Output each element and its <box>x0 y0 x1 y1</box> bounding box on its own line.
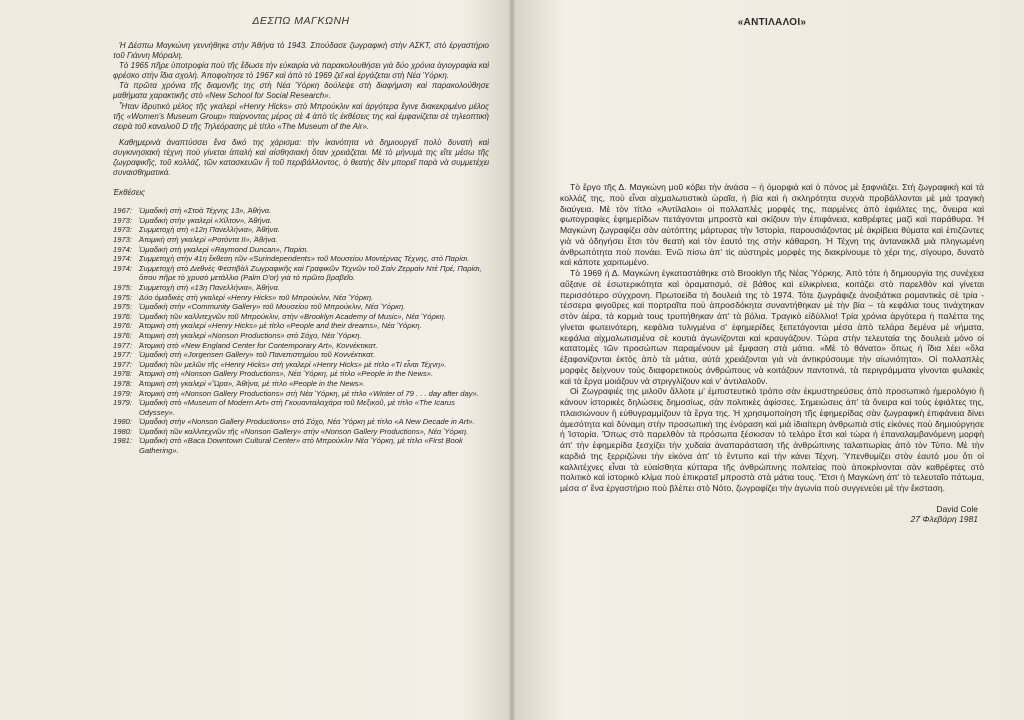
exhibition-year: 1976: <box>113 321 133 331</box>
exhibition-year: 1978: <box>113 378 133 388</box>
exhibition-description: Ὁμαδικὴ στὸ «Museum of Modern Art» στὴ Γκουανταλαχάρα τοῦ Μεξικοῦ, μὲ τίτλο «The Icarus Odyssey». <box>139 398 455 417</box>
bio-paragraph: Καθημερινὰ ἀναπτύσσει ἕνα δικό της χάρισμα: τὴν ἱκανότητα νὰ δημιουργεῖ πολὺ δυνατὴ καὶ συγκινησιακὴ τέχνη ποὺ γίνεται ἁπαλὴ καὶ αἰσθησιακὴ ὅταν χρειάζεται. Μὲ τὸ μήνυμά της εἴτε μέσω τῆς ζωγραφικῆς, τοῦ κολλάζ, τῶν κατασκευῶν ἢ τοῦ περιβάλλοντος, ὁ θεατὴς δὲν μπορεῖ παρὰ νὰ συμμετέχει συναισθηματικά. <box>113 137 489 178</box>
exhibition-description: Δύο ὁμαδικὲς στὴ γκαλερὶ «Henry Hicks» τοῦ Μπρούκλιν, Νέα Ὑόρκη. <box>139 292 374 302</box>
left-page <box>0 0 509 720</box>
exhibition-entry <box>113 321 489 331</box>
exhibition-entry <box>113 389 489 399</box>
exhibition-year: 1980: <box>113 417 133 427</box>
exhibition-year: 1974: <box>113 263 133 273</box>
essay-paragraph: Τὸ 1969 ἡ Δ. Μαγκώνη ἐγκαταστάθηκε στὸ Brooklyn τῆς Νέας Ὑόρκης. Ἀπὸ τότε ἡ δημιουργία της συνέχεια αὔξανε σὲ ἐσωτερικότητα καὶ ὁραματισμό, σὲ βάθος καὶ εἰλικρίνεια, κοιτάζει στὸ παρελθὸν καὶ γίνεται περισσότερο σύγχρονη. Πρωτοείδα τὴ δουλειά της τὸ 1974. Τότε ζωγράφιζε ἀνοιξιάτικα ρομαντικὲς σὲ τρία - τέσσερα φιγοῦρες καὶ πορτραῖτα ποὺ ἀπροσδόκητα συναντήθηκαν μὲ τὴν βία – τὰ κεφάλια τους τινάχτηκαν στὸν ἀέρα, τὰ κορμιὰ τους τρυπήθηκαν ἀπ' τὰ βόλια. Τραγικὸ εἰδύλλιο! Τρία χρόνια ἀργότερα ἡ παλέττα της γίνεται φωτεινότερη, κεφάλια τυλιγμένα σ' ἐφημερίδες ξεπετάγονται μέσα ἀπὸ τελάρα δεμένα μὲ νήματα, κεφάλια αἰχμαλωτισμένα σὲ κουτιὰ ἀγωνίζονται καὶ κραυγάζουν. Τώρα στὴν τελευταία της δουλειὰ μόνο οἱ κατατομὲς τῶν προσώπων παραμένουν μὲ ἔμφαση στὰ μάτια. «Μὲ τὸ θάνατο» ὅπως ἡ ἴδια λέει «ὅλα ἐξαφανίζονται ἐκτὸς ἀπὸ τὰ μάτια, αὐτὰ χρειάζονται γιὰ νὰ ἀντικρύσουμε τὴν αἰωνιότητα». Οἱ πολλαπλὲς μορφὲς δείχνουν τοὺς διαφορετικοὺς ἀνθρώπους νὰ κοιτάζουν παντοτινά, τὰ περιγράμματα γίνονται φυλακὲς καὶ τὰ ἔργα μοιάζουν νὰ στριγγλίζουν καὶ ν' ἀντιλαλοῦν. <box>560 268 984 386</box>
exhibition-description: Ἀτομικὴ στὴ γκαλερὶ «Ὥρα», Ἀθήνα, μὲ τίτλο «People in the News». <box>139 378 366 388</box>
exhibition-year: 1975: <box>113 302 133 312</box>
exhibition-description: Ἀτομικὴ στὸ «New England Center for Contemporary Art», Κοννέκτικατ. <box>139 340 378 350</box>
exhibition-year: 1978: <box>113 369 133 379</box>
exhibition-description: Ὁμαδικὴ στὴν γκαλερὶ «Χίλτον», Ἀθήνα. <box>139 215 272 225</box>
exhibition-entry <box>113 369 489 379</box>
essay-title: «ΑΝΤΙΛΑΛΟΙ» <box>737 17 807 28</box>
exhibition-description: Ἀτομικὴ στὴ γκαλερὶ «Ροτόντα II», Ἀθήνα. <box>139 235 278 244</box>
exhibition-description: Ἀτομικὴ στὴ «Nonson Gallery Productions», Νέα Ὑόρκη, μὲ τίτλο «People in the News». <box>139 369 434 379</box>
artist-name-title: ΔΕΣΠΩ ΜΑΓΚΩΝΗ <box>252 15 350 27</box>
exhibition-entry <box>113 283 489 293</box>
exhibition-year: 1975: <box>113 292 133 302</box>
exhibition-description: Συμμετοχὴ στὴ «13η Πανελλήνια», Ἀθήνα. <box>139 282 280 292</box>
artist-biography <box>113 41 489 178</box>
bio-paragraph: Ἡ Δέσπω Μαγκώνη γεννήθηκε στὴν Ἀθήνα τὸ 1943. Σπούδασε ζωγραφικὴ στὴν ΑΣΚΤ, στὸ ἐργαστήριο τοῦ Γιάννη Μόραλη. <box>113 41 489 61</box>
bio-paragraph: Τὸ 1965 πῆρε ὑποτροφία ποὺ τῆς ἔδωσε τὴν εὐκαιρία νὰ παρακολουθήσει γιὰ δύο χρόνια ἁγιογραφία καὶ φρέσκο στὴν ἴδια σχολή. Ἀποφοίτησε τὸ 1967 καὶ ἀπὸ τὸ 1969 ζεῖ καὶ ἐργάζεται στὴ Νέα Ὑόρκη. <box>113 61 489 81</box>
exhibition-year: 1973: <box>113 225 133 235</box>
exhibition-year: 1976: <box>113 330 133 340</box>
exhibitions-list <box>113 206 489 455</box>
exhibition-year: 1967: <box>113 206 133 216</box>
exhibition-description: Ἀτομικὴ στὴ γκαλερὶ «Nonson Productions» στὸ Σόχο, Νέα Ὑόρκη. <box>139 330 362 340</box>
exhibition-description: Ὁμαδικὴ τῶν μελῶν τῆς «Henry Hicks» στὴ γκαλερὶ «Henry Hicks» μὲ τίτλο «Τί εἶναι Τέχνη». <box>139 359 447 369</box>
exhibition-entry <box>113 360 489 370</box>
exhibition-entry <box>113 341 489 351</box>
exhibition-description: Ὁμαδικὴ στὴ «Jorgensen Gallery» τοῦ Πανεπιστημίου τοῦ Κοννέκτικατ. <box>139 350 376 360</box>
exhibition-entry <box>113 225 489 235</box>
exhibition-year: 1981: <box>113 436 133 446</box>
exhibition-year: 1980: <box>113 426 133 436</box>
exhibition-description: Ὁμαδικὴ στὴ γκαλερὶ «Raymond Duncan», Παρίσι. <box>139 244 309 254</box>
exhibition-description: Συμμετοχὴ στὴ «12η Πανελλήνια», Ἀθήνα. <box>139 225 280 235</box>
exhibition-year: 1974: <box>113 254 133 264</box>
exhibition-description: Ἀτομικὴ στὴ γκαλερὶ «Henry Hicks» μὲ τίτλο «People and their dreams», Νέα Ὑόρκη. <box>139 321 422 331</box>
exhibition-entry <box>113 216 489 226</box>
exhibition-year: 1973: <box>113 215 133 225</box>
exhibition-entry <box>113 264 489 283</box>
exhibition-year: 1977: <box>113 359 133 369</box>
essay-body <box>560 182 984 494</box>
exhibition-description: Συμμετοχὴ στὸ Διεθνὲς Φεστιβὰλ Ζωγραφικῆς καὶ Γραφικῶν Τεχνῶν τοῦ Σαὶν Ζερμαὶν Ντὲ Πρέ, Παρίσι, ὅπου πῆρε τὸ χρυσὸ μετάλλιο (Palm D'or) γιὰ τὸ πρῶτο βραβεῖο. <box>139 263 482 283</box>
exhibition-year: 1977: <box>113 340 133 350</box>
exhibition-description: Ὁμαδικὴ στὴν «Nonson Gallery Productions» στὸ Σόχο, Νέα Ὑόρκη μὲ τίτλο «A New Decade in Art». <box>139 417 475 427</box>
exhibition-description: Ὁμαδικὴ τῶν καλλιτεχνῶν τῆς «Nonson Gallery» στὴν «Nonson Gallery Productions», Νέα Ὑόρκη. <box>139 426 469 436</box>
exhibition-entry <box>113 206 489 216</box>
exhibition-entry <box>113 302 489 312</box>
exhibition-entry <box>113 293 489 303</box>
exhibition-description: Ἀτομικὴ στὴ «Nonson Gallery Productions» στὴ Νέα Ὑόρκη, μὲ τίτλο «Winter of 79 . . . day after day». <box>139 388 479 398</box>
essay-signature <box>560 504 984 524</box>
exhibition-entry <box>113 350 489 360</box>
right-page <box>515 0 1024 720</box>
exhibition-entry <box>113 331 489 341</box>
exhibition-entry <box>113 398 489 417</box>
exhibition-description: Ὁμαδικὴ τῶν καλλιτεχνῶν τοῦ Μπρούκλιν, στὴν «Brooklyn Academy of Music», Νέα Ὑόρκη. <box>139 311 446 321</box>
exhibition-year: 1974: <box>113 244 133 254</box>
exhibitions-heading: Ἐκθέσεις <box>113 188 145 198</box>
essay-paragraph: Τὸ ἔργο τῆς Δ. Μαγκώνη μοῦ κόβει τὴν ἀνάσα – ἡ ὀμορφιὰ καὶ ὁ πόνος μὲ ξαφνιάζει. Στὴ ζωγραφικὴ καὶ τὰ κολλάζ της, ποὺ εἶναι αἰχμαλωτιστικὰ ὡραῖα, ἡ βία καὶ ἡ σκληρότητα συχνὰ προβάλλονται μὲ μιὰ τραγικὴ διαύγεια. Μὲ τὸν τίτλο «Ἀντίλαλοι» οἱ πολλαπλὲς μορφές της, παρμένες ἀπὸ ἐφιάλτες της, ὄνειρα καὶ φωτογραφίες ἐφημερίδων πετάγονται μπροστὰ καὶ σκίζουν τὴν ἐπιφάνεια, καθρέφτες μαζὶ καὶ παράθυρα. Ἡ Μαγκώνη ζωγραφίζει σὰν αὐτόπτης μάρτυρας τὴν Ἱστορία, παρουσιάζοντας μὲ ἀκρίβεια θύματα καὶ ἐπιζῶντες γιὰ νὰ ὁδηγήσει ἔτσι τὸν θεατὴ καὶ τὸν ἑαυτό της στὴν κάθαρση. Ἡ Τέχνη της ἀντανακλᾶ μιὰ πληγωμένη ἀνθρωπότητα ποὺ πονάει. Ἐνῶ πίσω ἀπ' τὶς αὐστηρὲς μορφές της διακρίνουμε τὸ χέρι της, σίγουρο, δυνατὸ καὶ κάποτε χαριτωμένο. <box>560 182 984 268</box>
essay-paragraph: Οἱ Ζωγραφιές της μιλοῦν ἄλλοτε μ' ἐμπιστευτικὸ τρόπο σὰν ἐκμυστηρεύσεις ἀπὸ προσωπικὸ ἡμερολόγιο ἢ κάνουν ἱστορικὲς δηλώσεις δημοσίως, σὰν πολιτικὲς ἀφίσσες. Σημειώσεις ἀπ' τὰ ὄνειρα καὶ τοὺς ἐφιάλτες της, πλαισιώνουν ἢ εὐθυγραμμίζουν τὰ ἔργα της. Ἡ χρησιμοποίηση τῆς ἐφημερίδας σὰν ζωγραφικὴ ἐπιφάνεια δίνει ἀμεσότητα καὶ δύναμη στὴν προσωπικὴ της ἐνόραση καὶ μιὰ ἰδιαίτερη ἀνθρωπιὰ στὶς εἰκόνες ποὺ δημιούργησε ἡ Ἱστορία. Ὅπως στὸ παρελθὸν τὰ πρόσωπα ξέσκισαν τὸ τελάρο ἔτσι καὶ τώρα ἡ ἐπαναλαμβανόμενη μορφὴ ἀπ' τὴν ἐφημερίδα ξεσχίζει τὴν χυδαία ἀναπαράσταση τῆς ἀνθρώπινης ταλαιπωρίας ἀπὸ τὸν Τύπο. Μὲ τὴν καρδιά της ξερριζώνει τὴν εἰκόνα ἀπ' τὸ ἔντυπο καὶ τὴν κάνει Τέχνη. Ὑπενθυμίζει στὸν ἑαυτό μου ὅτι οἱ καλλιτέχνες εἶναι τὰ εὐαίσθητα κύτταρα τῆς ἀνθρώπινης πολιτείας ποὺ ἀποκρίνονται σὰν καθρέφτες στὸ πολιτικὸ καὶ ἱστορικὸ κλίμα ποὺ ἐπικρατεῖ μπροστὰ στὰ μάτια τους. Ἔτσι ἡ Μαγκώνη ἀπ' τὸ τελευταῖο πάτωμα, μέσα σ' ἕνα ἐργαστήριο ποὺ βλέπει στὸ Νότο, ζωγραφίζει τὴν ἀγωνία ποὺ συγγενεύει μὲ τὴν ἔκσταση. <box>560 386 984 493</box>
exhibition-entry <box>113 379 489 389</box>
bio-paragraph: Ἦταν ἱδρυτικὸ μέλος τῆς γκαλερὶ «Henry Hicks» στὸ Μπρούκλιν καὶ ἀργότερα ἔγινε διακεκριμένο μέλος τῆς «Women's Museum Group» παίρνοντας μέρος σὲ 4 ἀπὸ τὶς ἐκθέσεις της καὶ ἐμφανίζεται σὲ τηλεοπτικὴ σειρὰ τοῦ καναλιοῦ D τῆς Τηλεόρασης μὲ τίτλο «The Museum of the Air». <box>113 101 489 131</box>
exhibition-entry <box>113 417 489 427</box>
exhibition-entry <box>113 427 489 437</box>
exhibition-description: Ὁμαδικὴ στὴν «Community Gallery» τοῦ Μουσείου τοῦ Μπρούκλιν, Νέα Ὑόρκη. <box>139 302 406 312</box>
signature-date: 27 Φλεβάρη 1981 <box>910 513 978 524</box>
bio-paragraph: Τὰ πρῶτα χρόνια τῆς διαμονῆς της στὴ Νέα Ὑόρκη δούλεψε στὴ διαφήμιση καὶ παρακολούθησε μαθήματα χαρακτικῆς στὸ «New School for Social Research». <box>113 81 489 101</box>
exhibition-year: 1976: <box>113 311 133 321</box>
exhibition-year: 1979: <box>113 398 133 408</box>
exhibition-entry <box>113 245 489 255</box>
exhibition-entry <box>113 312 489 322</box>
exhibition-year: 1979: <box>113 388 133 398</box>
exhibition-year: 1975: <box>113 282 133 292</box>
exhibition-description: Ὁμαδικὴ στὴ «Στοὰ Τέχνης 13», Ἀθήνα. <box>139 206 272 216</box>
exhibition-description: Συμμετοχὴ στὴν 41η ἔκθεση τῶν «Surindependents» τοῦ Μουσείου Μοντέρνας Τέχνης, στὸ Παρίσι. <box>139 254 470 264</box>
author-name: David Cole <box>936 503 978 514</box>
exhibition-year: 1977: <box>113 350 133 360</box>
exhibition-description: Ὁμαδικὴ στὸ «Baca Downtown Cultural Center» στὸ Μπρούκλιν Νέα Ὑόρκη, μὲ τίτλο «First Book Gathering». <box>139 436 463 456</box>
exhibition-year: 1973: <box>113 235 133 244</box>
exhibition-entry <box>113 254 489 264</box>
exhibition-entry <box>113 436 489 455</box>
exhibition-entry <box>113 235 489 245</box>
